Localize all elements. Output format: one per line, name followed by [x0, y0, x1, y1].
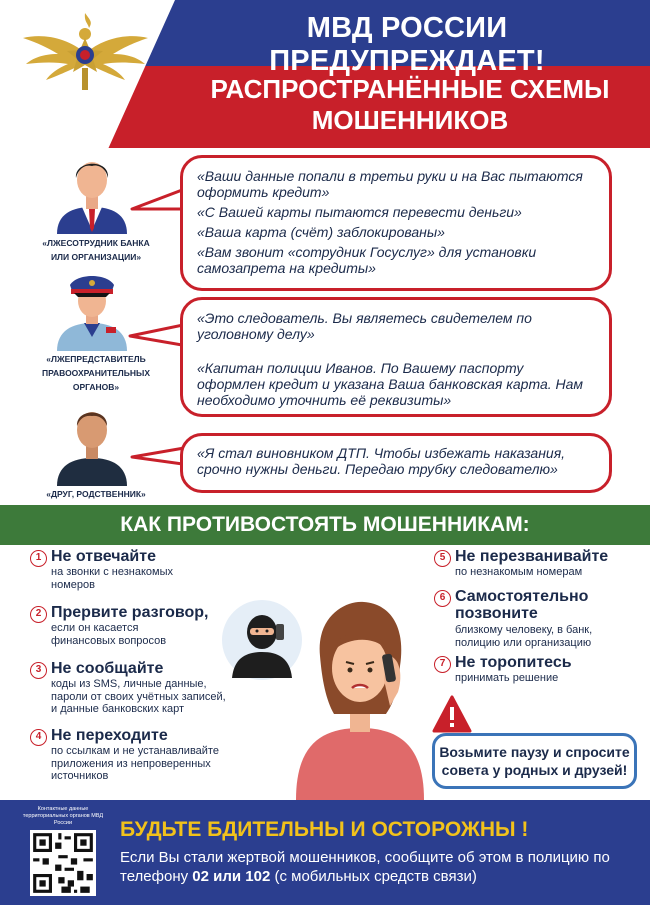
tip-number: 6: [434, 590, 451, 607]
scam-phrases-friend: [180, 433, 612, 493]
tip-title: Не торопитесь: [455, 654, 572, 671]
bubble-tail: [128, 320, 188, 350]
scam-phrase: «Ваша карта (счёт) заблокированы»: [197, 224, 445, 240]
tip-3: [30, 660, 226, 722]
persona-label-line: ОРГАНОВ»: [72, 382, 120, 392]
tip-description: по незнакомым номерам: [455, 566, 583, 578]
friend-relative-icon: [52, 400, 132, 486]
tip-title: Прервите разговор,: [51, 604, 209, 621]
howto-heading: КАК ПРОТИВОСТОЯТЬ МОШЕННИКАМ:: [0, 505, 650, 545]
persona-label-bank: [26, 236, 166, 264]
footer-text-part: Если Вы стали жертвой мошенников, сообщите об этом в полицию по телефону: [120, 849, 610, 885]
scam-phrase: «Ваши данные попали в третьи руки и на Вас пытаются оформить кредит»: [197, 168, 583, 200]
tip-number: 3: [30, 662, 47, 679]
tip-number: 5: [434, 550, 451, 567]
scam-phrase: «Капитан полиции Иванов. По Вашему паспорту оформлен кредит и указана Ваша банковская карта. Нам необходимо уточнить её реквизиты»: [197, 360, 584, 408]
scam-phrases-bank: [180, 155, 612, 291]
tip-description: на звонки с незнакомых номеров: [51, 566, 173, 591]
tip-description: близкому человеку, в банк, полицию или организацию: [455, 624, 593, 649]
tip-1: [30, 550, 220, 594]
persona-label-line: «ДРУГ, РОДСТВЕННИК»: [46, 489, 146, 499]
scam-phrases-police: [180, 297, 612, 417]
qr-code-icon[interactable]: [30, 830, 96, 896]
tip-number: 4: [30, 729, 47, 746]
tip-2: [30, 606, 220, 656]
header-banner: [0, 0, 650, 148]
footer-report-text: [120, 848, 640, 886]
tip-title: Не отвечайте: [51, 548, 156, 565]
tip-title: Самостоятельно позвоните: [455, 588, 589, 622]
tip-description: если он касается финансовых вопросов: [51, 622, 167, 647]
persona-label-line: ПРАВООХРАНИТЕЛЬНЫХ: [41, 368, 151, 378]
tip-4: [30, 729, 270, 785]
page-title: МВД РОССИИ ПРЕДУПРЕЖДАЕТ!: [269, 12, 545, 77]
tip-number: 7: [434, 656, 451, 673]
worried-woman-icon: [290, 596, 430, 800]
footer-text-part: (с мобильных средств связи): [270, 868, 477, 885]
scam-phrase: «Вам звонит «сотрудник Госуслуг» для установки самозапрета на кредиты»: [197, 244, 537, 276]
tip-7: [434, 656, 634, 686]
persona-label-line: «ЛЖЕПРЕДСТАВИТЕЛЬ: [46, 354, 146, 364]
qr-caption: Контактные данные территориальных органов МВД России: [22, 806, 104, 826]
subtitle-line: МОШЕННИКОВ: [311, 105, 509, 135]
tip-title: Не сообщайте: [51, 660, 164, 677]
tip-5: [434, 550, 634, 580]
tip-number: 2: [30, 606, 47, 623]
persona-label-police: [26, 352, 166, 394]
page-subtitle: [180, 74, 640, 136]
tip-description: по ссылкам и не устанавливайте приложения из непроверенных источников: [51, 745, 219, 782]
scam-phrase: «С Вашей карты пытаются перевести деньги»: [197, 204, 522, 220]
scam-phrase: «Я стал виновником ДТП. Чтобы избежать наказания, срочно нужны деньги. Передаю трубку следователю»: [197, 445, 566, 477]
bank-employee-icon: [52, 152, 132, 234]
tip-6: [434, 588, 634, 649]
tip-title: Не переходите: [51, 727, 168, 744]
warning-icon: [432, 695, 472, 733]
police-phone-numbers: 02 или 102: [192, 868, 271, 885]
subtitle-line: РАСПРОСТРАНЁННЫЕ СХЕМЫ: [210, 74, 610, 104]
tip-description: принимать решение: [455, 672, 559, 684]
tip-title: Не перезванивайте: [455, 548, 609, 565]
pause-advice-box: Возьмите паузу и спросите совета у родных и друзей!: [432, 733, 637, 789]
tip-description: коды из SMS, личные данные, пароли от своих учётных записей, и данные банковских карт: [51, 678, 226, 715]
persona-label-line: ИЛИ ОРГАНИЗАЦИИ»: [50, 252, 142, 262]
footer-title: БУДЬТЕ БДИТЕЛЬНЫ И ОСТОРОЖНЫ !: [120, 818, 529, 841]
scam-phrase: «Это следователь. Вы являетесь свидетелем по уголовному делу»: [197, 310, 532, 342]
persona-label-friend: [26, 487, 166, 501]
mvd-emblem-icon: [18, 8, 153, 98]
police-officer-icon: [52, 265, 132, 351]
persona-label-line: «ЛЖЕСОТРУДНИК БАНКА: [42, 238, 150, 248]
tip-number: 1: [30, 550, 47, 567]
